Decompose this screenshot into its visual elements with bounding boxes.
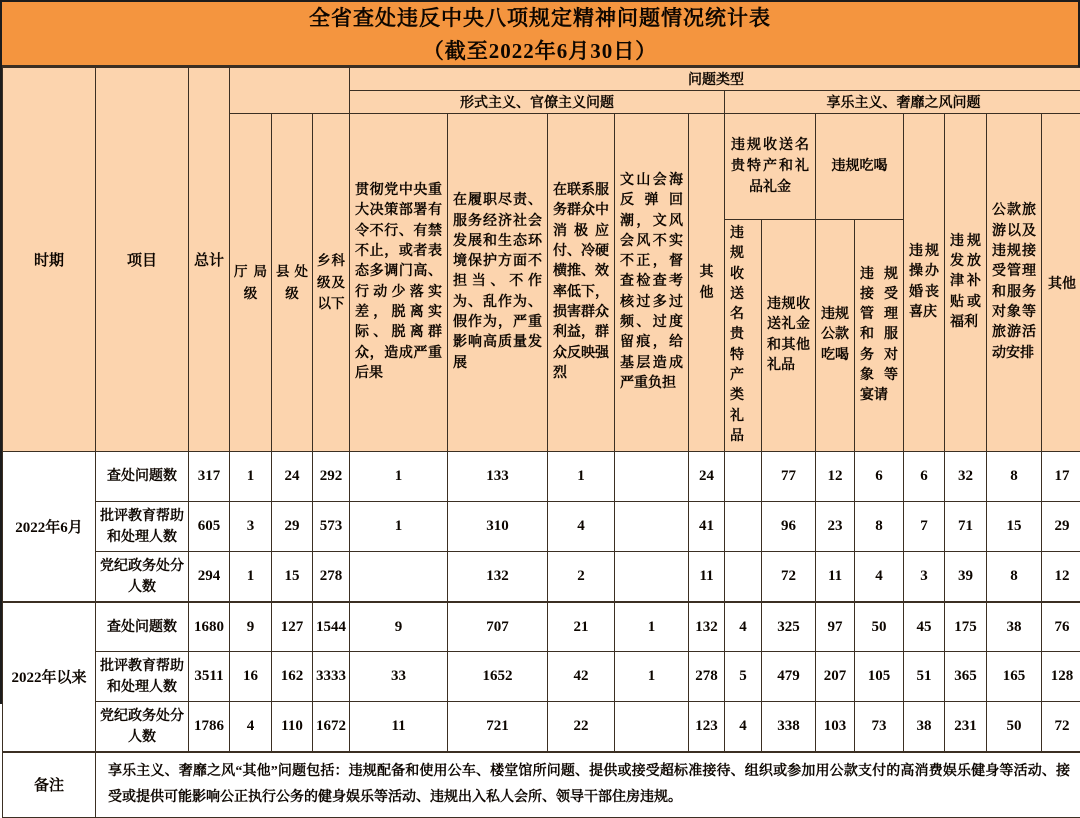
col-header-formalism-3: 文山会海反弹回潮，文风会风不实不正，督查检查考核过多过频、过度留痕，给基层造成严重负担 <box>615 114 689 452</box>
value-cell: 103 <box>816 702 855 752</box>
value-cell: 97 <box>816 602 855 652</box>
table-row <box>3 552 1080 602</box>
blank-header-cell <box>230 68 350 114</box>
project-cell: 查处问题数 <box>96 602 189 652</box>
value-cell <box>615 702 689 752</box>
value-cell: 365 <box>945 652 987 702</box>
col-header-formalism-1: 在履职尽责、服务经济社会发展和生态环境保护方面不担当、不作为、乱作为、假作为，严重影响高质量发展 <box>448 114 548 452</box>
value-cell: 9 <box>350 602 448 652</box>
value-cell <box>615 452 689 502</box>
value-cell: 317 <box>189 452 230 502</box>
col-header-project: 项目 <box>96 68 189 452</box>
remark-text: 享乐主义、奢靡之风“其他”问题包括：违规配备和使用公车、楼堂馆所问题、提供或接受超标准接待、组织或参加用公款支付的高消费娱乐健身等活动、接受或提供可能影响公正执行公务的健身娱乐等活动、违规出入私人会所、领导干部住房违规。 <box>96 752 1080 817</box>
value-cell <box>350 552 448 602</box>
table-row <box>3 602 1080 652</box>
value-cell: 310 <box>448 502 548 552</box>
value-cell <box>725 502 762 552</box>
col-header-rank-bureau: 厅局级 <box>230 114 272 452</box>
project-cell: 党纪政务处分人数 <box>96 552 189 602</box>
col-header-period: 时期 <box>3 68 96 452</box>
project-cell: 批评教育帮助和处理人数 <box>96 652 189 702</box>
value-cell <box>615 502 689 552</box>
col-header-rank-county: 县处级 <box>272 114 313 452</box>
value-cell: 42 <box>548 652 615 702</box>
value-cell: 7 <box>904 502 945 552</box>
value-cell: 325 <box>762 602 816 652</box>
value-cell: 51 <box>904 652 945 702</box>
table-row <box>3 652 1080 702</box>
value-cell: 21 <box>548 602 615 652</box>
value-cell: 1786 <box>189 702 230 752</box>
value-cell: 8 <box>987 452 1042 502</box>
value-cell: 3 <box>904 552 945 602</box>
value-cell: 1 <box>615 602 689 652</box>
value-cell: 17 <box>1042 452 1080 502</box>
value-cell: 123 <box>689 702 725 752</box>
value-cell: 132 <box>448 552 548 602</box>
value-cell: 105 <box>855 652 904 702</box>
value-cell: 24 <box>272 452 313 502</box>
value-cell: 338 <box>762 702 816 752</box>
value-cell: 11 <box>816 552 855 602</box>
value-cell: 4 <box>725 702 762 752</box>
value-cell: 12 <box>1042 552 1080 602</box>
value-cell: 278 <box>689 652 725 702</box>
remark-row <box>3 752 1080 817</box>
value-cell: 1652 <box>448 652 548 702</box>
value-cell: 9 <box>230 602 272 652</box>
value-cell: 77 <box>762 452 816 502</box>
statistics-table <box>2 67 1080 818</box>
value-cell <box>615 552 689 602</box>
value-cell: 15 <box>272 552 313 602</box>
table-row <box>3 452 1080 502</box>
value-cell: 133 <box>448 452 548 502</box>
col-header-allowance: 违规发放津补贴或福利 <box>945 114 987 452</box>
value-cell: 3511 <box>189 652 230 702</box>
col-header-dining-public: 违规公款吃喝 <box>816 220 855 452</box>
col-header-formalism-0: 贯彻党中央重大决策部署有令不行、有禁不止，或者表态多调门高、行动少落实差，脱离实际、脱离群众，造成严重后果 <box>350 114 448 452</box>
value-cell: 8 <box>855 502 904 552</box>
group-header-formalism: 形式主义、官僚主义问题 <box>350 91 725 114</box>
value-cell: 45 <box>904 602 945 652</box>
group-header-gifts: 违规收送名贵特产和礼品礼金 <box>725 114 816 220</box>
value-cell <box>725 452 762 502</box>
col-header-gifts-specialty: 违规收送名贵特产类礼品 <box>725 220 762 452</box>
col-header-gifts-money: 违规收送礼金和其他礼品 <box>762 220 816 452</box>
value-cell: 16 <box>230 652 272 702</box>
value-cell: 294 <box>189 552 230 602</box>
group-header-hedonism: 享乐主义、奢靡之风问题 <box>725 91 1080 114</box>
col-header-problem-type: 问题类型 <box>350 68 1080 91</box>
value-cell: 29 <box>1042 502 1080 552</box>
value-cell: 33 <box>350 652 448 702</box>
value-cell: 41 <box>689 502 725 552</box>
value-cell: 292 <box>313 452 350 502</box>
col-header-wedding: 违规操办婚丧喜庆 <box>904 114 945 452</box>
value-cell: 39 <box>945 552 987 602</box>
value-cell: 162 <box>272 652 313 702</box>
value-cell: 38 <box>987 602 1042 652</box>
col-header-total: 总计 <box>189 68 230 452</box>
project-cell: 查处问题数 <box>96 452 189 502</box>
period-cell: 2022年以来 <box>3 602 96 752</box>
value-cell: 1 <box>615 652 689 702</box>
value-cell: 8 <box>987 552 1042 602</box>
value-cell: 38 <box>904 702 945 752</box>
value-cell: 573 <box>313 502 350 552</box>
value-cell: 4 <box>855 552 904 602</box>
col-header-rank-township: 乡科级及以下 <box>313 114 350 452</box>
value-cell: 6 <box>855 452 904 502</box>
col-header-hedonism-other: 其他 <box>1042 114 1080 452</box>
value-cell: 71 <box>945 502 987 552</box>
value-cell: 24 <box>689 452 725 502</box>
value-cell: 1 <box>230 552 272 602</box>
value-cell: 1544 <box>313 602 350 652</box>
value-cell: 50 <box>855 602 904 652</box>
value-cell: 132 <box>689 602 725 652</box>
remark-label: 备注 <box>3 752 96 817</box>
value-cell: 72 <box>762 552 816 602</box>
value-cell: 605 <box>189 502 230 552</box>
value-cell: 5 <box>725 652 762 702</box>
value-cell: 721 <box>448 702 548 752</box>
value-cell: 1 <box>350 502 448 552</box>
value-cell: 207 <box>816 652 855 702</box>
table-row <box>3 702 1080 752</box>
value-cell <box>725 552 762 602</box>
value-cell: 1 <box>350 452 448 502</box>
value-cell: 96 <box>762 502 816 552</box>
value-cell: 23 <box>816 502 855 552</box>
col-header-travel: 公款旅游以及违规接受管理和服务对象等旅游活动安排 <box>987 114 1042 452</box>
value-cell: 479 <box>762 652 816 702</box>
project-cell: 党纪政务处分人数 <box>96 702 189 752</box>
value-cell: 127 <box>272 602 313 652</box>
value-cell: 231 <box>945 702 987 752</box>
value-cell: 278 <box>313 552 350 602</box>
col-header-formalism-2: 在联系服务群众中消极应付、冷硬横推、效率低下，损害群众利益，群众反映强烈 <box>548 114 615 452</box>
value-cell: 4 <box>725 602 762 652</box>
value-cell: 12 <box>816 452 855 502</box>
value-cell: 2 <box>548 552 615 602</box>
value-cell: 29 <box>272 502 313 552</box>
value-cell: 11 <box>350 702 448 752</box>
value-cell: 707 <box>448 602 548 652</box>
value-cell: 22 <box>548 702 615 752</box>
value-cell: 4 <box>548 502 615 552</box>
value-cell: 1 <box>548 452 615 502</box>
value-cell: 165 <box>987 652 1042 702</box>
value-cell: 32 <box>945 452 987 502</box>
group-header-dining: 违规吃喝 <box>816 114 904 220</box>
value-cell: 15 <box>987 502 1042 552</box>
value-cell: 4 <box>230 702 272 752</box>
col-header-dining-banquet: 违规接受管理和服务对象等宴请 <box>855 220 904 452</box>
value-cell: 175 <box>945 602 987 652</box>
value-cell: 72 <box>1042 702 1080 752</box>
value-cell: 3 <box>230 502 272 552</box>
value-cell: 1672 <box>313 702 350 752</box>
value-cell: 73 <box>855 702 904 752</box>
page-title: 全省查处违反中央八项规定精神问题情况统计表 <box>309 2 771 32</box>
value-cell: 128 <box>1042 652 1080 702</box>
value-cell: 110 <box>272 702 313 752</box>
title-band <box>2 2 1078 67</box>
value-cell: 1 <box>230 452 272 502</box>
value-cell: 1680 <box>189 602 230 652</box>
period-cell: 2022年6月 <box>3 452 96 602</box>
page-subtitle: （截至2022年6月30日） <box>423 35 658 65</box>
value-cell: 6 <box>904 452 945 502</box>
col-header-formalism-other: 其他 <box>689 114 725 452</box>
value-cell: 50 <box>987 702 1042 752</box>
table-row <box>3 502 1080 552</box>
project-cell: 批评教育帮助和处理人数 <box>96 502 189 552</box>
value-cell: 11 <box>689 552 725 602</box>
value-cell: 3333 <box>313 652 350 702</box>
value-cell: 76 <box>1042 602 1080 652</box>
